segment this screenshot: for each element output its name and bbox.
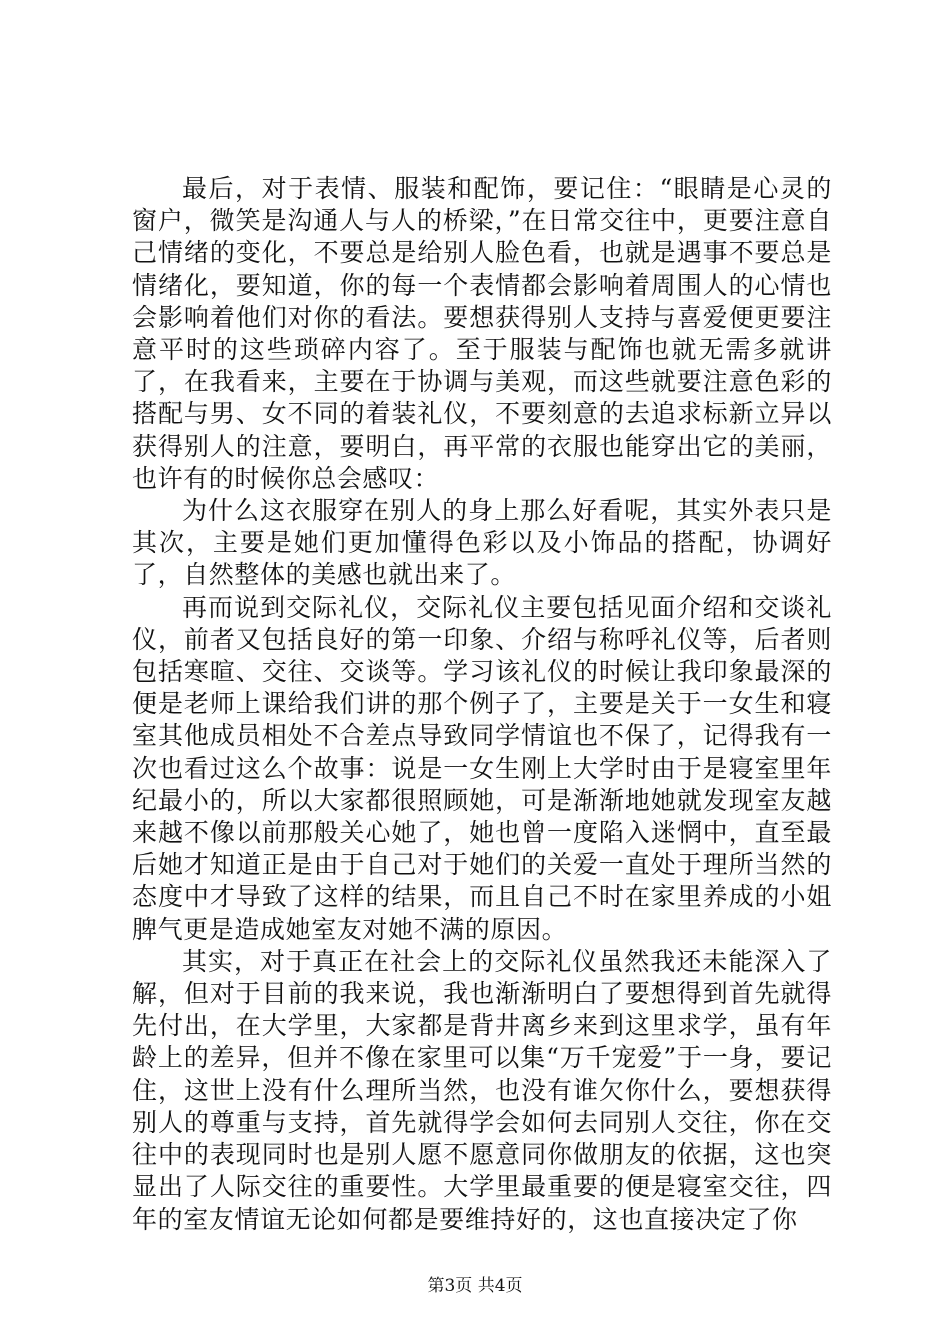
paragraph-4: 其实，对于真正在社会上的交际礼仪虽然我还未能深入了解，但对于目前的我来说，我也渐渐明白了要想得到首先就得先付出，在大学里，大家都是背井离乡来到这里求学，虽有年龄上的差异，但并不像在家里可以集“万千宠爱”于一身，要记住，这世上没有什么理所当然，也没有谁欠你什么，要想获得别人的尊重与支持，首先就得学会如何去同别人交往，你在交往中的表现同时也是别人愿不愿意同你做朋友的依据，这也突显出了人际交往的重要性。大学里最重要的便是寝室交往，四年的室友情谊无论如何都是要维持好的，这也直接决定了你	[132, 946, 832, 1234]
paragraph-3: 再而说到交际礼仪，交际礼仪主要包括见面介绍和交谈礼仪，前者又包括良好的第一印象、介绍与称呼礼仪等，后者则包括寒暄、交往、交谈等。学习该礼仪的时候让我印象最深的便是老师上课给我们讲的那个例子了，主要是关于一女生和寝室其他成员相处不合差点导致同学情谊也不保了，记得我有一次也看过这么个故事：说是一女生刚上大学时由于是寝室里年纪最小的，所以大家都很照顾她，可是渐渐地她就发现室友越来越不像以前那般关心她了，她也曾一度陷入迷惘中，直至最后她才知道正是由于自己对于她们的关爱一直处于理所当然的态度中才导致了这样的结果，而且自己不时在家里养成的小姐脾气更是造成她室友对她不满的原因。	[132, 592, 832, 944]
body-text	[132, 173, 832, 1236]
paragraph-1: 最后，对于表情、服装和配饰，要记住：“眼睛是心灵的窗户，微笑是沟通人与人的桥梁，”在日常交往中，更要注意自己情绪的变化，不要总是给别人脸色看，也就是遇事不要总是情绪化，要知道，你的每一个表情都会影响着周围人的心情也会影响着他们对你的看法。要想获得别人支持与喜爱便更要注意平时的这些琐碎内容了。至于服装与配饰也就无需多就讲了，在我看来，主要在于协调与美观，而这些就要注意色彩的搭配与男、女不同的着装礼仪，不要刻意的去追求标新立异以获得别人的注意，要明白，再平常的衣服也能穿出它的美丽，也许有的时候你总会感叹：	[132, 174, 832, 493]
page-number-footer: 第3页 共4页	[427, 1276, 523, 1296]
paragraph-2: 为什么这衣服穿在别人的身上那么好看呢，其实外表只是其次，主要是她们更加懂得色彩以及小饰品的搭配，协调好了，自然整体的美感也就出来了。	[132, 496, 832, 590]
